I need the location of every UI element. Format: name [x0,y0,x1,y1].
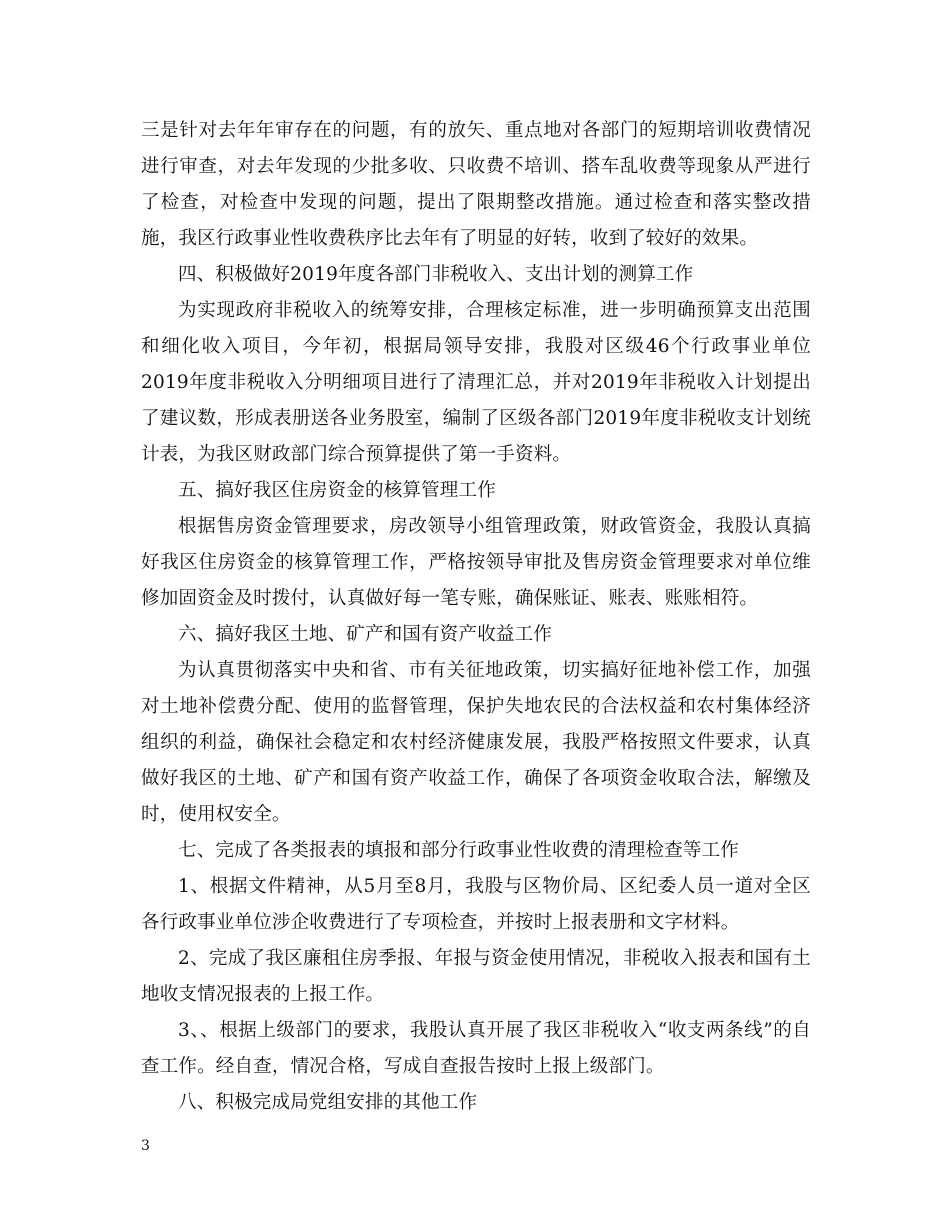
section-heading: 五、搞好我区住房资金的核算管理工作 [178,480,496,501]
list-item: 2、完成了我区廉租住房季报、年报与资金使用情况，非税收入报表和国有土地收支情况报表的上报工作。 [141,948,811,1005]
paragraph: 三是针对去年年审存在的问题，有的放矢、重点地对各部门的短期培训收费情况进行审查，对去年发现的少批多收、只收费不培训、搭车乱收费等现象从严进行了检查，对检查中发现的问题，提出了限期整改措施。通过检查和落实整改措施，我区行政事业性收费秩序比去年有了明显的好转，收到了较好的效果。 [141,120,811,249]
paragraph: 根据售房资金管理要求，房改领导小组管理政策，财政管资金，我股认真搞好我区住房资金的核算管理工作，严格按领导审批及售房资金管理要求对单位维修加固资金及时拨付，认真做好每一笔专账，确保账证、账表、账账相符。 [141,516,811,609]
paragraph: 为认真贯彻落实中央和省、市有关征地政策，切实搞好征地补偿工作，加强对土地补偿费分配、使用的监督管理，保护失地农民的合法权益和农村集体经济组织的利益，确保社会稳定和农村经济健康发展，我股严格按照文件要求，认真做好我区的土地、矿产和国有资产收益工作，确保了各项资金收取合法，解缴及时，使用权安全。 [141,660,811,825]
section-heading: 八、积极完成局党组安排的其他工作 [178,1092,478,1113]
list-item: 3、、根据上级部门的要求，我股认真开展了我区非税收入“收支两条线”的自查工作。经自查，情况合格，写成自查报告按时上报上级部门。 [141,1020,811,1077]
section-heading: 四、积极做好2019年度各部门非税收入、支出计划的测算工作 [178,264,694,285]
paragraph: 为实现政府非税收入的统筹安排，合理核定标准，进一步明确预算支出范围和细化收入项目，今年初，根据局领导安排，我股对区级46个行政事业单位 2019年度非税收入分明细项目进行了清理汇总，并对2019年非税收入计划提出了建议数，形成表册送各业务股室，编制了区级各部门2019年度非税收支计划统计表，为我区财政部门综合预算提供了第一手资料。 [141,300,811,465]
section-heading: 七、完成了各类报表的填报和部分行政事业性收费的清理检查等工作 [178,840,740,861]
list-item: 1、根据文件精神，从5月至8月，我股与区物价局、区纪委人员一道对全区各行政事业单位涉企收费进行了专项检查，并按时上报表册和文字材料。 [141,876,811,933]
document-body [141,113,811,1121]
page-number: 3 [141,1138,150,1154]
section-heading: 六、搞好我区土地、矿产和国有资产收益工作 [178,624,553,645]
